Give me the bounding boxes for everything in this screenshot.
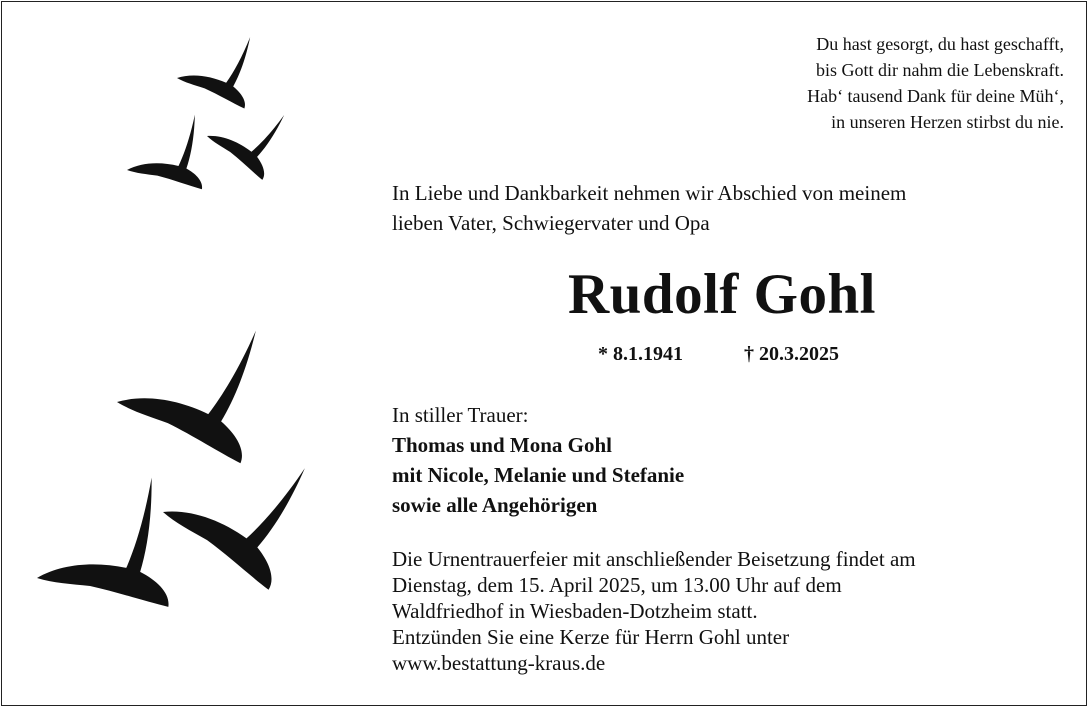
death-date: † 20.3.2025 (744, 343, 839, 365)
mourners-heading: In stiller Trauer: (392, 403, 529, 427)
poem-line: in unseren Herzen stirbst du nie. (831, 112, 1064, 132)
poem-line: Du hast gesorgt, du hast geschafft, (816, 34, 1064, 54)
service-line: Waldfriedhof in Wiesbaden-Dotzheim statt. (392, 599, 758, 623)
deceased-name: Rudolf Gohl (568, 263, 877, 326)
mourner-name: Thomas und Mona Gohl (392, 433, 612, 457)
poem-line: bis Gott dir nahm die Lebenskraft. (816, 60, 1064, 80)
service-info (392, 546, 916, 676)
service-line: Die Urnentrauerfeier mit anschließender Beisetzung findet am (392, 547, 916, 571)
intro-line: In Liebe und Dankbarkeit nehmen wir Abschied von meinem (392, 181, 907, 205)
poem-line: Hab‘ tausend Dank für deine Müh‘, (807, 86, 1064, 106)
service-website: www.bestattung-kraus.de (392, 651, 606, 675)
birds-top-icon (115, 30, 305, 220)
intro-line: lieben Vater, Schwiegervater und Opa (392, 211, 710, 235)
farewell-intro (392, 178, 906, 238)
mourners-block (392, 400, 684, 520)
mourner-name: sowie alle Angehörigen (392, 493, 598, 517)
service-line: Entzünden Sie eine Kerze für Herrn Gohl unter (392, 625, 790, 649)
birth-date: * 8.1.1941 (598, 343, 683, 365)
mourner-name: mit Nicole, Melanie und Stefanie (392, 463, 685, 487)
birds-bottom-icon (25, 320, 330, 695)
memorial-poem (807, 31, 1064, 135)
service-line: Dienstag, dem 15. April 2025, um 13.00 Uhr auf dem (392, 573, 842, 597)
